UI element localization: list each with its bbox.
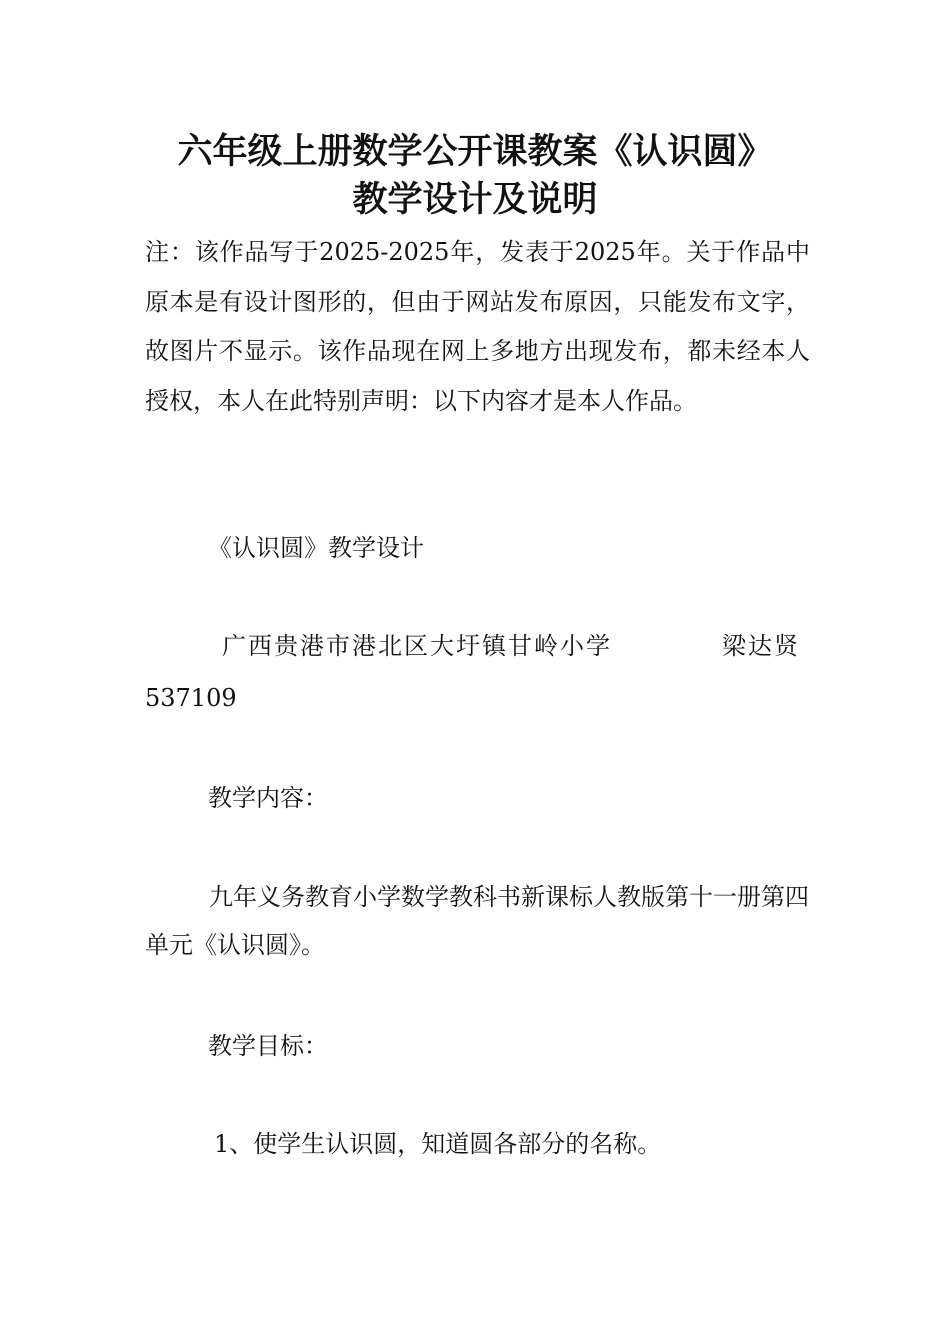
- teaching-content-text: 九年义务教育小学数学教科书新课标人教版第十一册第四单元《认识圆》。: [145, 883, 809, 959]
- document-title-line-2: 教学设计及说明: [352, 180, 598, 220]
- postcode: 537109: [145, 684, 237, 712]
- school-name: 广西贵港市港北区大圩镇甘岭小学: [222, 632, 612, 660]
- teaching-goal-1: 1、使学生认识圆，知道圆各部分的名称。: [214, 1130, 662, 1158]
- author-name: 梁达贤: [722, 632, 800, 660]
- document-title-line-1: 六年级上册数学公开课教案《认识圆》: [177, 132, 773, 172]
- teaching-goals-label: 教学目标：: [208, 1032, 328, 1060]
- author-note: 注：该作品写于2025-2025年，发表于2025年。关于作品中原本是有设计图形的，但由于网站发布原因，只能发布文字，故图片不显示。该作品现在网上多地方出现发布，都未经本人授权，本人在此特别声明：以下内容才是本人作品。: [145, 238, 810, 415]
- teaching-content-label: 教学内容：: [208, 784, 328, 812]
- design-heading: 《认识圆》教学设计: [208, 534, 424, 562]
